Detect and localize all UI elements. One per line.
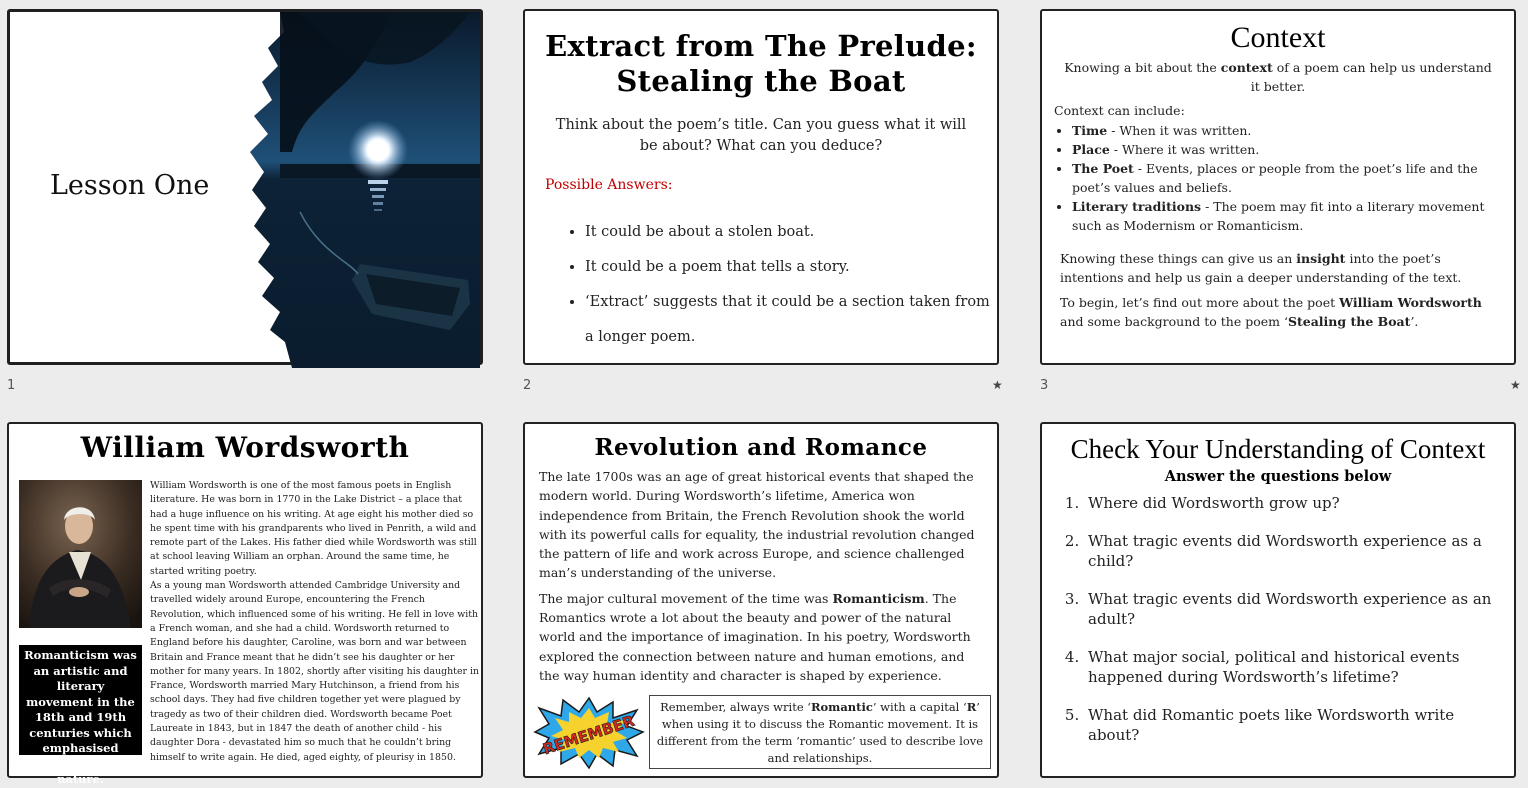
slide-4-thumbnail[interactable] [7, 422, 483, 786]
lesson-title: Lesson One [50, 170, 210, 201]
list-item: 4. What major social, political and historical events happened during Wordsworth’s lifetime? [1084, 647, 1494, 687]
include-label: Context can include: [1054, 103, 1185, 118]
list-item: • The Poet - Events, places or people from the poet’s life and the poet’s values and beliefs. [1072, 159, 1496, 197]
slide-number: 3 [1040, 378, 1049, 393]
remember-burst-icon [533, 696, 645, 768]
question-text: Think about the poem’s title. Can you guess what it will be about? What can you deduce? [555, 117, 967, 154]
list-item: • Place - Where it was written. [1072, 140, 1496, 159]
list-item: • It could be a poem that tells a story. [585, 250, 997, 285]
slide-title [525, 29, 997, 99]
slide-title: Check Your Understanding of Context [1070, 434, 1486, 464]
lake-boat-image [240, 12, 480, 368]
slide-title: Revolution and Romance [594, 434, 928, 461]
slide-subtitle: Answer the questions below [1164, 468, 1392, 485]
begin-text: To begin, let’s find out more about the poet William Wordsworth and some background to the poem ‘Stealing the Boat’. [1060, 295, 1482, 329]
list-item: • ‘Extract’ suggests that it could be a section taken from a longer poem. [585, 285, 997, 355]
remember-note: Remember, always write ‘Romantic’ with a capital ‘R’ when using it to discuss the Romantic movement. It is different from the term ‘romantic’ used to describe love and relationships. [649, 695, 991, 769]
slide-number: 1 [7, 378, 16, 393]
history-paragraph: The late 1700s was an age of great historical events that shaped the modern world. During Wordsworth’s lifetime, America won independence from Britain, the French Revolution shook the world with its powerful calls for equality, the industrial revolution changed the pattern of life and work across Europe, and science challenged man’s understanding of the universe. [539, 469, 975, 581]
answers-list [525, 215, 997, 355]
biography-text [150, 479, 480, 765]
list-item: • Time - When it was written. [1072, 121, 1496, 140]
slide-6-thumbnail[interactable] [1040, 422, 1516, 778]
title-line-1: Extract from The Prelude: [545, 29, 977, 63]
svg-text:REMEMBER: REMEMBER [540, 711, 637, 759]
list-item: • Literary traditions - The poem may fit into a literary movement such as Modernism or Romanticism. [1072, 197, 1496, 235]
romanticism-paragraph: The major cultural movement of the time was Romanticism. The Romantics wrote a lot about the beauty and power of the natural world and the importance of imagination. In his poetry, Wordsworth explored the connection between nature and human emotions, and the way human identity and character is shaped by experience. [539, 590, 971, 683]
list-item: • It could be about a stolen boat. [585, 215, 997, 250]
romanticism-definition-box: Romanticism was an artistic and literary movement in the 18th and 19th centuries which emphasised emotion and nature. [19, 645, 142, 755]
list-item: 1. Where did Wordsworth grow up? [1084, 493, 1494, 513]
title-line-2: Stealing the Boat [616, 64, 906, 98]
slide-2-thumbnail[interactable] [523, 9, 999, 365]
intro-text: Knowing a bit about the context of a poem can help us understand it better. [1064, 60, 1492, 94]
insight-text: Knowing these things can give us an insight into the poet’s intentions and help us gain a deeper understanding of the text. [1060, 251, 1462, 285]
context-list [1054, 121, 1496, 235]
star-icon[interactable]: ★ [992, 378, 1003, 392]
star-icon[interactable]: ★ [1510, 378, 1521, 392]
list-item: 3. What tragic events did Wordsworth experience as an adult? [1084, 589, 1494, 629]
list-item: 5. What did Romantic poets like Wordsworth write about? [1084, 705, 1494, 745]
possible-answers-label: Possible Answers: [545, 177, 673, 193]
slide-number: 2 [523, 378, 532, 393]
bio-paragraph-1: William Wordsworth is one of the most famous poets in English literature. He was born in 1770 in the Lake District – a place that had a huge influence on his writing. At age eight his mother died so he spent time with his grandparents who lived in Penrith, a wild and remote part of the Lakes. His father died while Wordsworth was still at school leaving William an orphan. Around the same time, he started writing poetry. [150, 480, 477, 577]
slide-1-thumbnail[interactable] [7, 9, 483, 365]
slide-3-thumbnail[interactable] [1040, 9, 1516, 365]
list-item: 2. What tragic events did Wordsworth experience as a child? [1084, 531, 1494, 571]
slide-title: William Wordsworth [80, 431, 410, 464]
slide-title: Context [1230, 21, 1326, 54]
wordsworth-portrait [19, 480, 142, 628]
slide-5-thumbnail[interactable] [523, 422, 999, 778]
questions-list [1042, 493, 1494, 745]
bio-paragraph-2: As a young man Wordsworth attended Cambridge University and travelled widely around Europe, encountering the French Revolution, which influenced some of his writing. He fell in love with a French woman, and she had a child. Wordsworth returned to England before his daughter, Caroline, was born and war between Britain and France meant that he didn’t see his daughter or her mother for many years. In 1802, shortly after visiting his daughter in France, Wordsworth married Mary Hutchinson, a friend from his school days. They had five children together yet were plagued by tragedy as two of their children died. Wordsworth became Poet Laureate in 1843, but in 1847 the death of another child - his daughter Dora - devastated him so much that he couldn’t bring himself to write again. He died, aged eighty, of pleurisy in 1850. [150, 580, 479, 763]
